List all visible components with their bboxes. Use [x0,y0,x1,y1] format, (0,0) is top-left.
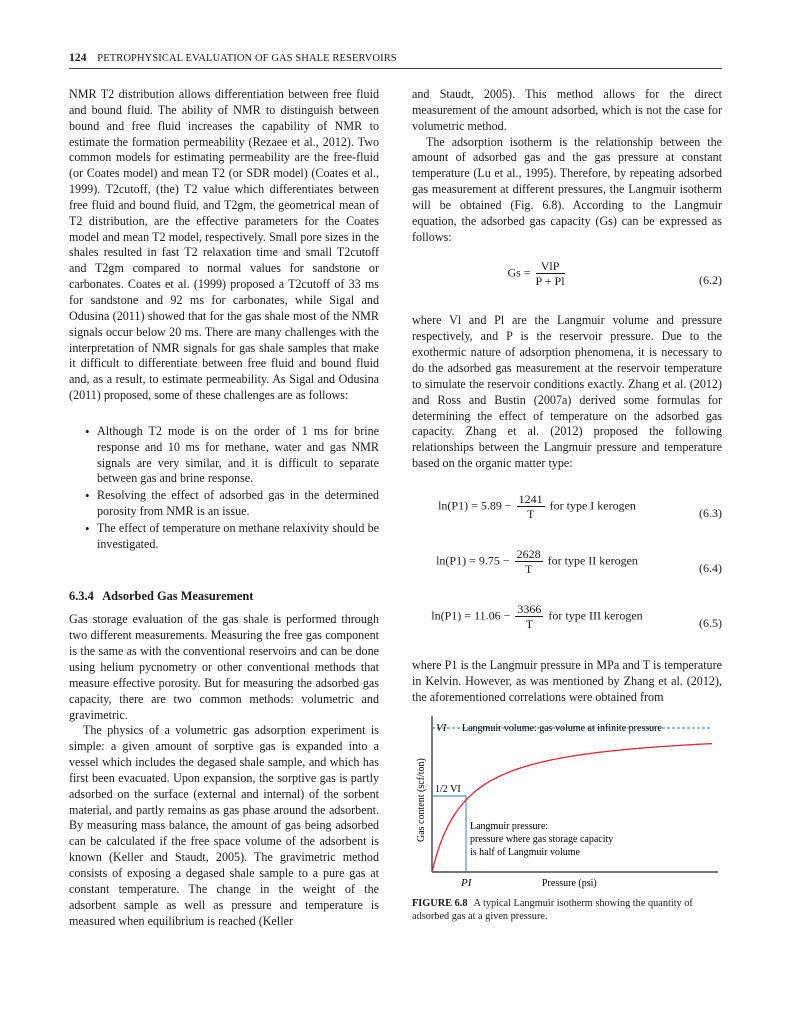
list-item: • Resolving the effect of adsorbed gas in the determined porosity from NMR is an issue. [97,488,379,520]
right-paragraph-2: The adsorption isotherm is the relationship between the amount of adsorbed gas and the gas pressure at constant temperature (Lu et al., 1995). Therefore, by repeating adsorbed gas measurement at different pressures, the Langmuir isotherm will be obtained (Fig. 6.8). According to the Langmuir equation, the adsorbed gas capacity (Gs) can be expressed as follows: [412,134,722,244]
left-paragraph-1: NMR T2 distribution allows differentiation between free fluid and bound fluid. The ability of NMR to distinguish between bound and free fluid increases the capability of NMR to estimate the formation permeability (Rezaee et al., 2012). Two common models for estimating permeability are the free-fluid (or Coates model) and mean T2 (or SDR model) (Coates et al., 1999). T2cutoff, (the) T2 value which differentiates between free fluid and bound fluid, and T2gm, the geometrical mean of T2 distribution, are the effective parameters for the Coates model and mean T2 model, respectively. Small pore sizes in the shales resulted in fast T2 relaxation time and small T2cutoff and T2gm compared to normal values for sandstone or carbonates. Coates et al. (1999) proposed a T2cutoff of 33 ms for sandstone and 92 ms for carbonates, while Sigal and Odusina (2011) showed that for the gas shale most of the NMR signals occur below 20 ms. There are many challenges with the interpretation of NMR signals for gas shale samples that make it difficult to differentiate between free fluid and bound fluid and, as a result, to estimate permeability. As Sigal and Odusina (2011) proposed, some of these challenges are as follows: [69,87,379,403]
eq-numerator: 1241 [518,491,543,506]
list-item: • The effect of temperature on methane relaxivity should be investigated. [97,521,379,553]
eq-numerator: 2628 [516,546,541,561]
right-paragraph-4: where P1 is the Langmuir pressure in MPa and T is temperature in Kelvin. However, as was mentioned by Zhang et al. (2012), the aforementioned correlations were obtained from [412,657,722,704]
challenges-list [69,424,379,553]
eq-denominator: T [525,616,534,631]
equation-number: (6.5) [699,615,722,630]
equation-6-2 [412,259,722,299]
equation-number: (6.4) [699,560,722,575]
vl-label: VI [436,722,447,734]
eq-fraction [536,259,565,288]
right-paragraph-1: and Staudt, 2005). This method allows for the direct measurement of the amount adsorbed, which is not the case for volumetric method. [412,87,722,133]
eq-denominator: P + Pl [535,274,565,289]
section-heading [69,589,379,605]
eq-lhs: ln(P1) = 5.89 − [438,498,512,513]
figure-caption [412,897,722,924]
isotherm-plot [412,712,722,892]
list-item: • Although T2 mode is on the order of 1 ms for brine response and 10 ms for methane, water and gas NMR signals are very similar, and it is difficult to separate between gas and brine response. [97,424,379,487]
x-axis-label: Pressure (psi) [542,878,597,889]
left-paragraph-3: The physics of a volumetric gas adsorption experiment is simple: a given amount of sorptive gas is expanded into a vessel which includes the degased shale sample, and which has first been evacuated. Upon expansion, the sorptive gas is partly adsorbed on the surface (external and internal) of the sorbent material, and partly remains as gas phase around the adsorbent. By measuring mass balance, the amount of gas being adsorbed can be calculated if the free space volume of the adsorbent is known (Keller and Staudt, 2005). The gravimetric method consists of exposing a degased shale sample to a pure gas at constant temperature. The change in the weight of the adsorbent sample as well as pressure and temperature is measured when equilibrium is reached (Keller [69,723,379,928]
header-rule [69,68,722,69]
eq-fraction [517,492,545,521]
eq-fraction [515,547,543,576]
running-title: PETROPHYSICAL EVALUATION OF GAS SHALE RESERVOIRS [97,53,397,64]
equation-number: (6.3) [699,505,722,520]
eq-lhs: ln(P1) = 9.75 − [436,553,510,568]
eq-denominator: T [526,506,535,521]
right-paragraph-3: where Vl and Pl are the Langmuir volume and pressure respectively, and P is the reservoir pressure. Due to the exothermic nature of adsorption phenomena, it is necessary to do the adsorbed gas measurement at the reservoir temperature to simulate the reservoir conditions exactly. Zhang et al. (2012) and Ross and Bustin (2007a) derived some formulas for determining the effect of temperature on the adsorbed gas capacity. Zhang et al. (2012) proposed the following relationships between the Langmuir pressure and temperature based on the organic matter type: [412,313,722,471]
langmuir-isotherm-figure [412,712,722,892]
section-number: 6.3.4 [69,588,94,603]
equation-number: (6.2) [699,273,722,288]
left-paragraph-2: Gas storage evaluation of the gas shale is performed through two different measurements. Measuring the free gas component is the same as with the conventional reservoirs and can be done using helium pycnometry or other conventional methods that measure effective porosity. But for measuring the adsorbed gas capacity, there are two common methods: volumetric and gravimetric. [69,612,379,722]
equation-6-5 [412,602,722,642]
caption-label: FIGURE 6.8 [412,898,468,909]
running-header [69,52,397,64]
pl-description-3: is half of Langmuir volume [470,847,580,858]
section-title: Adsorbed Gas Measurement [102,588,254,603]
eq-rhs: for type III kerogen [548,608,643,623]
equation-6-4 [412,547,722,587]
caption-text: A typical Langmuir isotherm showing the quantity of adsorbed gas at a given pressure. [412,898,693,923]
eq-fraction [515,602,543,631]
eq-lhs: Gs = [507,265,531,280]
pl-label: PI [461,877,472,889]
page-number: 124 [69,52,87,64]
equation-6-3 [412,492,722,532]
right-column [412,87,722,705]
pl-description-1: Langmuir pressure: [470,821,549,832]
eq-rhs: for type II kerogen [547,553,638,568]
left-column [69,87,379,929]
eq-denominator: T [524,561,533,576]
vl-description: Langmuir volume: gas volume at infinite pressure [462,723,662,734]
eq-rhs: for type I kerogen [549,498,636,513]
eq-numerator: 3366 [517,601,542,616]
eq-numerator: VlP [536,259,565,274]
half-vl-label: 1/2 VI [435,784,461,795]
eq-lhs: ln(P1) = 11.06 − [431,608,511,623]
y-axis-label: Gas content (scf/ton) [416,758,427,842]
pl-description-2: pressure where gas storage capacity [470,834,614,845]
